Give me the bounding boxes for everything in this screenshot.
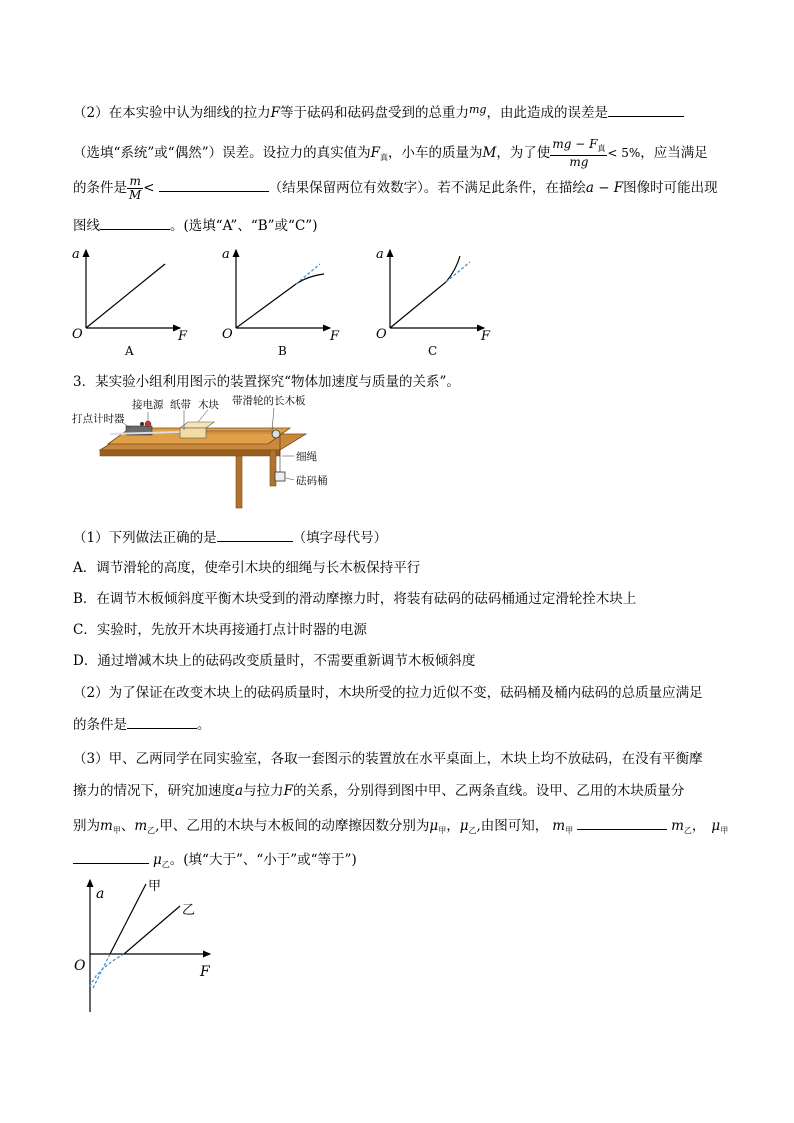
q2-text: （选填“系统”或“偶然”）误差。设拉力的真实值为 — [73, 145, 371, 161]
three-graphs — [0, 242, 794, 362]
graph-B-caption: B — [278, 344, 287, 358]
y-axis-label: a — [96, 886, 105, 902]
q3-p3-line1: （3）甲、乙两同学在同实验室，各取一套图示的装置放在水平桌面上，木块上均不放砝码，在没有平衡摩 — [73, 751, 703, 767]
x-axis-label: F — [200, 964, 210, 980]
q2-line-1 — [73, 100, 684, 123]
graph-B-curve — [236, 274, 324, 328]
line-jia-extension — [92, 954, 110, 990]
q2-text: 图像时可能出现 — [623, 180, 718, 196]
graph-C-x-label: F — [481, 329, 491, 344]
answer-blank-p2[interactable] — [127, 714, 197, 729]
graph-C-dashed — [446, 262, 470, 282]
option-B: B．在调节木板倾斜度平衡木块受到的滑动摩擦力时，将装有砝码的砝码桶通过定滑轮拴木块上 — [73, 591, 637, 607]
line-jia — [110, 884, 146, 954]
graph-A — [72, 247, 188, 358]
label-block: 木块 — [198, 399, 219, 411]
q3-p3-line3: 别为$m_甲$、$m_乙$,甲、乙用的木块与木板间的动摩擦因数分别为$\mu_甲$，$\mu_乙$,由图可知， $m_甲$ $m_乙$， $\mu_甲$ — [73, 815, 728, 841]
graph-B — [222, 247, 340, 358]
graph-C-origin: O — [376, 327, 387, 342]
graph-C — [376, 247, 491, 358]
table-leg — [236, 456, 242, 508]
graph-A-x-label: F — [178, 329, 188, 344]
graph-A-y-label: a — [72, 247, 80, 262]
q2-text: 等于砝码和砝码盘受到的总重力 — [279, 105, 469, 121]
label-tape: 纸带 — [170, 399, 191, 411]
graph-jia-yi — [66, 872, 266, 1022]
q3-p2-line2: 的条件是 。 — [73, 714, 211, 735]
var-M: M — [482, 145, 497, 161]
q2-text: ，应当满足 — [640, 145, 708, 161]
graph-B-origin: O — [222, 327, 233, 342]
q2-text: ，由此造成的误差是 — [486, 105, 608, 121]
apparatus-illustration — [72, 392, 396, 512]
line-yi-label: 乙 — [182, 903, 196, 918]
q2-text: （2）在本实验中认为细线的拉力 — [73, 105, 271, 121]
q2-line-2: （选填“系统”或“偶然”）误差。设拉力的真实值为$F_真$，小车的质量为M，为了使 $\frac{mg - F_真}{mg}$ < 5%，应当满足 — [73, 137, 708, 169]
var-mg: mg — [468, 103, 487, 116]
option-D: D．通过增减木块上的砝码改变质量时，不需要重新调节木板倾斜度 — [73, 653, 476, 669]
answer-blank-mass-compare[interactable] — [577, 815, 667, 830]
graph-A-line — [86, 264, 165, 328]
q3-p3-line4: $\mu_乙$。(填“大于”、“小于”或“等于”) — [73, 849, 357, 875]
graph-B-y-label: a — [222, 247, 230, 262]
mass-ratio-fraction: $\frac{m}{M}$ — [129, 174, 142, 202]
answer-blank-ratio[interactable] — [159, 177, 269, 192]
line-yi — [124, 906, 180, 954]
label-board: 带滑轮的长木板 — [232, 395, 306, 407]
origin-label: O — [74, 958, 86, 974]
q2-text: （结果保留两位有效数字）。若不满足此条件，在描绘 — [268, 180, 586, 196]
q2-line-4 — [73, 215, 317, 236]
q2-text: 的条件是 — [73, 180, 127, 196]
line-jia-label: 甲 — [148, 879, 162, 894]
label-timer: 打点计时器 — [72, 413, 125, 425]
error-fraction: $\frac{mg - F_真}{mg}$ — [552, 137, 606, 169]
answer-blank-p1[interactable] — [217, 527, 293, 542]
q3-p2-line1: （2）为了保证在改变木块上的砝码质量时，木块所受的拉力近似不变，砝码桶及桶内砝码的总质量应满足 — [73, 685, 703, 701]
label-power: 接电源 — [132, 399, 164, 411]
graph-C-y-label: a — [376, 247, 384, 262]
var-F: F — [270, 105, 280, 121]
var-a-F: a − F — [585, 180, 624, 196]
answer-blank-error-type[interactable] — [608, 102, 684, 117]
pulley-wheel — [272, 430, 280, 438]
answer-blank-graph[interactable] — [100, 215, 170, 230]
q3-intro: 3．某实验小组利用图示的装置探究“物体加速度与质量的关系”。 — [73, 374, 460, 390]
var-F-true: F — [370, 145, 380, 161]
q2-line-3: 的条件是 $\frac{m}{M}$ < （结果保留两位有效数字）。若不满足此条件，在描绘a − F图像时可能出现 — [73, 174, 718, 202]
option-C: C．实验时，先放开木块再接通打点计时器的电源 — [73, 622, 367, 638]
graph-B-x-label: F — [330, 329, 340, 344]
label-rope: 细绳 — [296, 451, 317, 463]
graph-A-caption: A — [125, 344, 134, 358]
answer-blank-mu-compare[interactable] — [73, 849, 149, 864]
option-A: A．调节滑轮的高度，使牵引木块的细绳与长木板保持平行 — [73, 560, 421, 576]
graph-B-dashed — [296, 264, 320, 284]
q2-text: 图线 — [73, 218, 100, 234]
q3-p1: （1）下列做法正确的是 （填字母代号） — [73, 527, 387, 548]
weight-bucket — [275, 472, 285, 481]
graph-C-caption: C — [428, 344, 438, 358]
label-bucket: 砝码桶 — [296, 475, 328, 487]
q2-text: 。(选填“A”、“B”或“C”) — [170, 218, 318, 234]
q2-text: ，为了使 — [496, 145, 551, 161]
graph-A-origin: O — [72, 327, 83, 342]
graph-C-curve — [390, 256, 460, 328]
q2-text: ，小车的质量为 — [387, 145, 483, 161]
q3-p3-line2: 擦力的情况下，研究加速度a与拉力F的关系，分别得到图中甲、乙两条直线。设甲、乙用的木块质量分 — [73, 783, 685, 799]
